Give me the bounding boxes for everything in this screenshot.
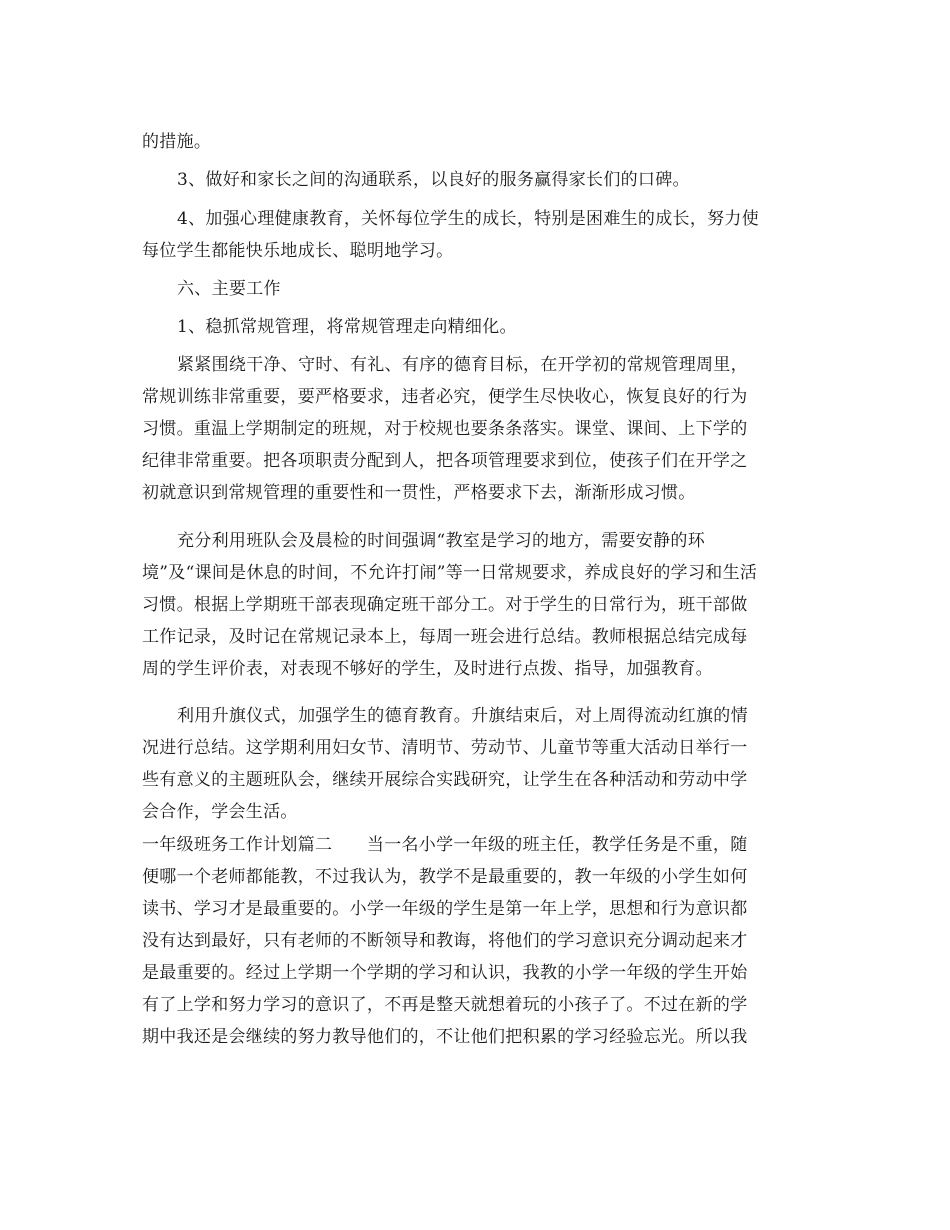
text-line: 紧紧围绕干净、守时、有礼、有序的德育目标，在开学初的常规管理周里，	[177, 355, 748, 375]
text-line: 一年级班务工作计划篇二 当一名小学一年级的班主任，教学任务是不重，随	[142, 835, 748, 855]
text-line: 纪律非常重要。把各项职责分配到人，把各项管理要求到位，使孩子们在开学之	[142, 451, 748, 471]
text-line: 4、加强心理健康教育，关怀每位学生的成长，特别是困难生的成长，努力使	[177, 209, 760, 229]
text-line: 期中我还是会继续的努力教导他们的，不让他们把积累的学习经验忘光。所以我	[142, 1027, 748, 1047]
text-line: 有了上学和努力学习的意识了，不再是整天就想着玩的小孩子了。不过在新的学	[142, 995, 748, 1015]
text-line: 3、做好和家长之间的沟通联系，以良好的服务赢得家长们的口碑。	[177, 170, 690, 190]
text-line: 是最重要的。经过上学期一个学期的学习和认识，我教的小学一年级的学生开始	[142, 963, 748, 983]
text-line: 利用升旗仪式，加强学生的德育教育。升旗结束后，对上周得流动红旗的情	[177, 706, 748, 726]
text-line: 习惯。重温上学期制定的班规，对于校规也要条条落实。课堂、课间、上下学的	[142, 419, 748, 439]
text-line: 没有达到最好，只有老师的不断领导和教诲，将他们的学习意识充分调动起来才	[142, 931, 748, 951]
subsection-heading: 1、稳抓常规管理，将常规管理走向精细化。	[177, 317, 517, 337]
text-line: 周的学生评价表，对表现不够好的学生，及时进行点拨、指导，加强教育。	[142, 659, 713, 679]
text-line: 会合作，学会生活。	[142, 802, 298, 822]
text-line: 些有意义的主题班队会，继续开展综合实践研究，让学生在各种活动和劳动中学	[142, 770, 748, 790]
text-line: 境”及“课间是休息的时间，不允许打闹”等一日常规要求，养成良好的学习和生活	[142, 563, 758, 583]
text-line: 常规训练非常重要，要严格要求，违者必究，便学生尽快收心，恢复良好的行为	[142, 387, 748, 407]
text-line: 读书、学习才是最重要的。小学一年级的学生是第一年上学，思想和行为意识都	[142, 899, 748, 919]
section-heading: 六、主要工作	[177, 279, 281, 299]
text-line: 工作记录，及时记在常规记录本上，每周一班会进行总结。教师根据总结完成每	[142, 627, 748, 647]
text-line: 充分利用班队会及晨检的时间强调“教室是学习的地方，需要安静的环	[177, 531, 705, 551]
text-line: 习惯。根据上学期班干部表现确定班干部分工。对于学生的日常行为，班干部做	[142, 595, 748, 615]
text-line: 初就意识到常规管理的重要性和一贯性，严格要求下去，渐渐形成习惯。	[142, 483, 696, 503]
text-line: 每位学生都能快乐地成长、聪明地学习。	[142, 241, 454, 261]
text-line: 的措施。	[142, 132, 212, 152]
text-line: 便哪一个老师都能教，不过我认为，教学不是最重要的，教一年级的小学生如何	[142, 867, 748, 887]
text-line: 况进行总结。这学期利用妇女节、清明节、劳动节、儿童节等重大活动日举行一	[142, 738, 748, 758]
